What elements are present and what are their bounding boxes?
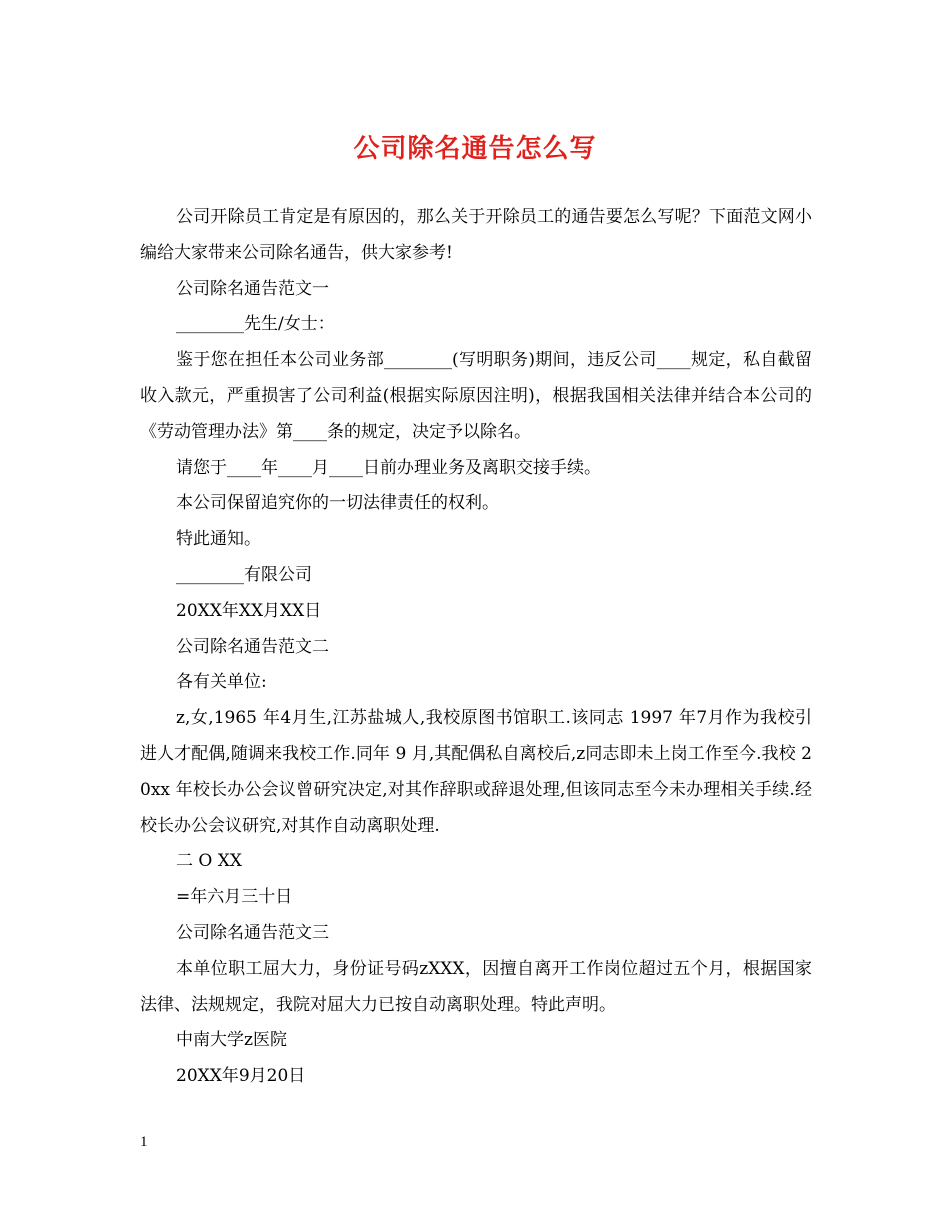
intro-paragraph: 公司开除员工肯定是有原因的，那么关于开除员工的通告要怎么写呢？下面范文网小编给大家带来公司除名通告，供大家参考! (140, 207, 812, 263)
signature-date-1: 20XX年XX月XX日 (176, 600, 322, 621)
page-number: 1 (140, 1134, 148, 1150)
section-heading-3: 公司除名通告范文三 (176, 922, 329, 943)
signature-company: ________有限公司 (176, 564, 312, 585)
body-paragraph-3: 本公司保留追究你的一切法律责任的权利。 (176, 493, 499, 514)
signature-date-2: =年六月三十日 (176, 887, 293, 908)
salutation-2: 各有关单位: (176, 672, 267, 693)
signature-date-3: 20XX年9月20日 (176, 1066, 306, 1087)
section-heading-1: 公司除名通告范文一 (176, 278, 329, 299)
document-body (140, 200, 812, 1095)
section-heading-2: 公司除名通告范文二 (176, 636, 329, 657)
signature-hospital: 中南大学z医院 (176, 1030, 287, 1051)
body-paragraph-2: 请您于____年____月____日前办理业务及离职交接手续。 (176, 457, 601, 478)
salutation-1: ________先生/女士： (176, 314, 335, 335)
body-paragraph-5: 本单位职工屈大力，身份证号码zXXX，因擅自离开工作岗位超过五个月，根据国家法律、法规规定，我院对屈大力已按自动离职处理。特此声明。 (140, 958, 812, 1015)
signature-year-2: 二 O XX (176, 851, 242, 872)
document-title: 公司除名通告怎么写 (353, 134, 597, 164)
body-paragraph-1: 鉴于您在担任本公司业务部________(写明职务)期间，违反公司____规定，私自截留收入款元，严重损害了公司利益(根据实际原因注明)，根据我国相关法律并结合本公司的《劳动管理办法》第____条的规定，决定予以除名。 (140, 350, 812, 442)
closing-notice: 特此通知。 (176, 529, 261, 550)
body-paragraph-4: z,女,1965 年4月生,江苏盐城人,我校原图书馆职工.该同志 1997 年7月作为我校引进人才配偶,随调来我校工作.同年 9 月,其配偶私自离校后,z同志即未上岗工作至今.我校 20xx 年校长办公会议曾研究决定,对其作辞职或辞退处理,但该同志至今未办理相关手续.经校长办公会议研究,对其作自动离职处理. (140, 708, 812, 836)
